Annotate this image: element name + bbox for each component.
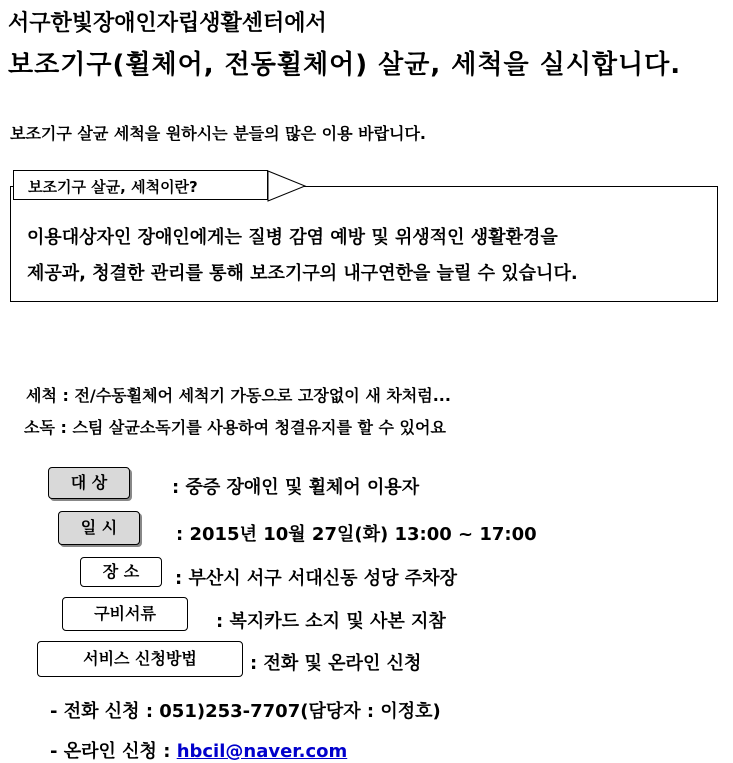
detail-label-apply-method: 서비스 신청방법 (37, 641, 243, 677)
detail-value-documents: : 복지카드 소지 및 사본 지참 (216, 611, 446, 632)
callout-line-2: 제공과, 청결한 관리를 통해 보조기구의 내구연한을 늘릴 수 있습니다. (27, 263, 578, 284)
service-sterilize: 소독 : 스팀 살균소독기를 사용하여 청결유지를 할 수 있어요 (24, 418, 446, 437)
service-wash: 세척 : 전/수동휠체어 세척기 가동으로 고장없이 새 차처럼... (26, 386, 451, 405)
callout-title-tab (13, 170, 268, 200)
detail-label-target: 대 상 (48, 467, 130, 499)
callout-title: 보조기구 살균, 세척이란? (28, 178, 198, 196)
online-apply (50, 737, 347, 763)
detail-value-date: : 2015년 10월 27일(화) 13:00 ~ 17:00 (176, 524, 537, 545)
detail-value-apply-method: : 전화 및 온라인 신청 (250, 653, 422, 674)
callout-line-1: 이용대상자인 장애인에게는 질병 감염 예방 및 위생적인 생활환경을 (27, 227, 558, 248)
detail-label-documents: 구비서류 (62, 597, 188, 631)
email-link[interactable]: hbcil@naver.com (176, 741, 348, 762)
online-apply-label: - 온라인 신청 : (50, 741, 177, 762)
intro-text: 보조기구 살균 세척을 원하시는 분들의 많은 이용 바랍니다. (10, 124, 427, 143)
phone-apply: - 전화 신청 : 051)253-7707(담당자 : 이정호) (50, 701, 441, 722)
callout-arrow-icon (267, 170, 307, 202)
detail-value-place: : 부산시 서구 서대신동 성당 주차장 (175, 568, 457, 589)
detail-value-target: : 중증 장애인 및 휠체어 이용자 (172, 477, 420, 498)
header-line-1: 서구한빛장애인자립생활센터에서 (8, 11, 327, 36)
callout-box (10, 186, 718, 302)
detail-label-place: 장 소 (80, 557, 162, 587)
header-line-2: 보조기구(휠체어, 전동휠체어) 살균, 세척을 실시합니다. (8, 50, 682, 80)
detail-label-date: 일 시 (58, 511, 140, 545)
